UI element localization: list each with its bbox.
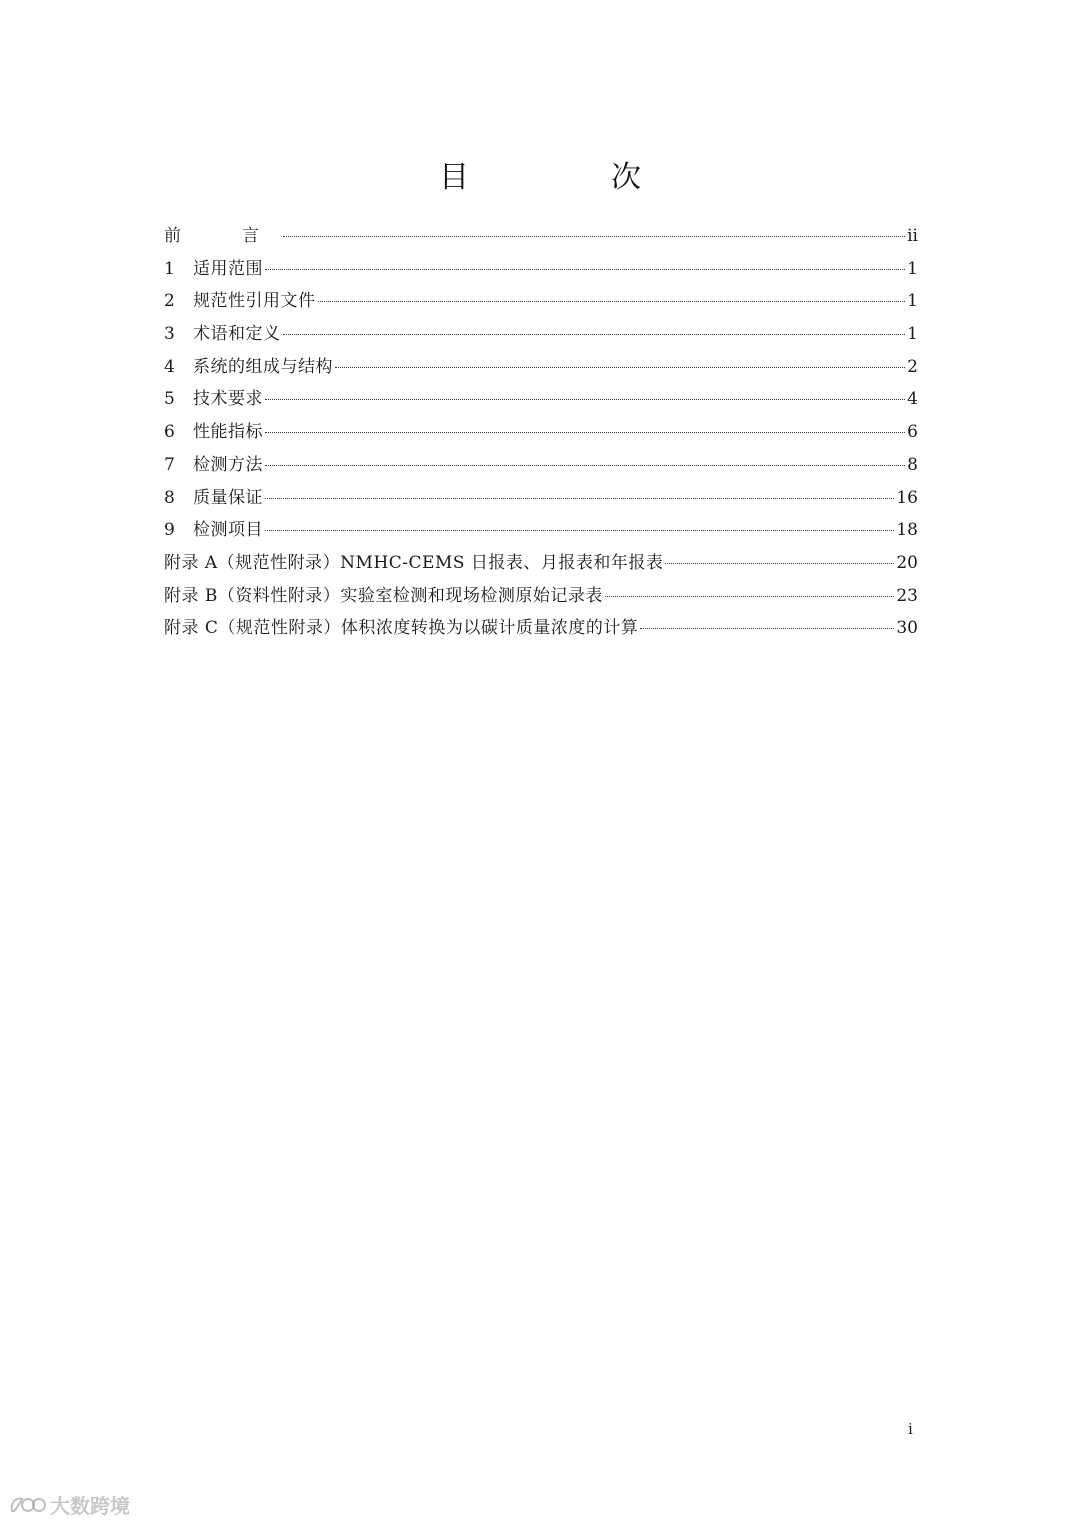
brand-logo-icon — [8, 1493, 46, 1517]
toc-entry-leader — [265, 267, 905, 270]
toc-entry-number: 7 — [164, 454, 175, 475]
toc-entry-leader — [335, 365, 905, 368]
toc-entry-leader — [265, 463, 905, 466]
toc-entry-page: 1 — [907, 291, 918, 312]
toc-entry-leader — [665, 561, 894, 564]
toc-entry-page: 23 — [896, 585, 918, 606]
toc-entry-leader — [283, 234, 905, 237]
toc-entry-page: 1 — [907, 324, 918, 345]
toc-entry[interactable] — [164, 383, 918, 416]
toc-entry-label: 附录 A（规范性附录）NMHC-CEMS 日报表、月报表和年报表 — [164, 552, 664, 573]
toc-entry-leader — [640, 626, 894, 629]
toc-entry-label: 系统的组成与结构 — [193, 356, 333, 377]
watermark — [8, 1490, 130, 1519]
page-number: i — [908, 1420, 913, 1438]
toc-entry[interactable] — [164, 285, 918, 318]
page-title: 目 次 — [439, 160, 697, 195]
toc-entry[interactable] — [164, 220, 918, 253]
toc-entry-page: 6 — [907, 422, 918, 443]
toc-entry-leader — [605, 594, 894, 597]
toc-entry-page: 1 — [907, 258, 918, 279]
toc-entry-leader — [265, 397, 905, 400]
toc-entry-leader — [265, 528, 894, 531]
toc-entry-page: 4 — [907, 389, 918, 410]
toc-entry-leader — [265, 430, 905, 433]
toc-entry-label: 检测方法 — [193, 454, 263, 475]
toc-entry-number: 5 — [164, 389, 175, 410]
toc-entry-page: 8 — [907, 454, 918, 475]
toc-entry-leader — [265, 496, 894, 499]
toc-entry[interactable] — [164, 449, 918, 482]
toc-entry-page: 20 — [896, 552, 918, 573]
table-of-contents — [164, 220, 918, 645]
toc-entry-number: 1 — [164, 258, 175, 279]
toc-entry-label: 适用范围 — [193, 258, 263, 279]
toc-entry-label: 附录 B（资料性附录）实验室检测和现场检测原始记录表 — [164, 585, 603, 606]
toc-entry-number: 2 — [164, 291, 175, 312]
watermark-text: 大数跨境 — [50, 1494, 130, 1518]
toc-entry[interactable] — [164, 482, 918, 515]
toc-entry-number: 6 — [164, 422, 175, 443]
toc-entry[interactable] — [164, 253, 918, 286]
toc-entry[interactable] — [164, 351, 918, 384]
toc-entry-label: 术语和定义 — [193, 324, 281, 345]
toc-entry-page: ii — [907, 226, 918, 246]
toc-entry-number: 3 — [164, 324, 175, 345]
toc-entry-label: 附录 C（规范性附录）体积浓度转换为以碳计质量浓度的计算 — [164, 618, 639, 639]
toc-entry-page: 30 — [896, 618, 918, 639]
toc-entry[interactable] — [164, 580, 918, 613]
toc-entry-number: 9 — [164, 520, 175, 541]
toc-entry-page: 18 — [896, 520, 918, 541]
toc-entry[interactable] — [164, 416, 918, 449]
toc-entry-label: 质量保证 — [193, 487, 263, 508]
toc-entry-number: 8 — [164, 487, 175, 508]
toc-entry-label: 检测项目 — [193, 520, 263, 541]
toc-entry-leader — [318, 299, 906, 302]
toc-entry-leader — [283, 332, 906, 335]
toc-entry[interactable] — [164, 547, 918, 580]
toc-entry-label: 技术要求 — [193, 389, 263, 410]
toc-entry-number: 4 — [164, 356, 175, 377]
toc-entry[interactable] — [164, 612, 918, 645]
toc-entry-page: 16 — [896, 487, 918, 508]
toc-entry-label: 前 言 — [164, 226, 281, 246]
toc-entry[interactable] — [164, 318, 918, 351]
toc-entry[interactable] — [164, 514, 918, 547]
toc-entry-page: 2 — [907, 356, 918, 377]
toc-entry-label: 性能指标 — [193, 422, 263, 443]
toc-entry-label: 规范性引用文件 — [193, 291, 316, 312]
